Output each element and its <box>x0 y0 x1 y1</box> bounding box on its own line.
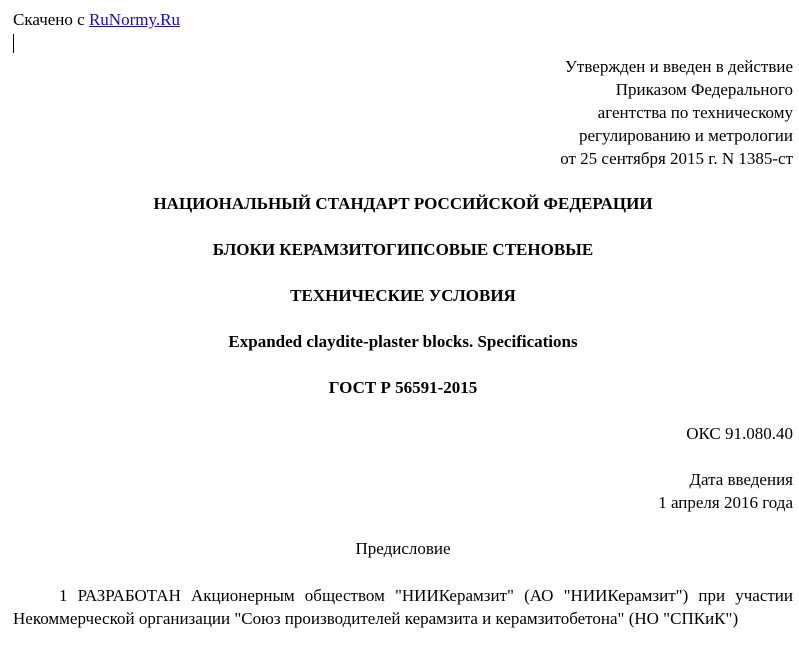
approval-line-3: агентства по техническому <box>597 103 793 122</box>
english-title: Expanded claydite-plaster blocks. Specifications <box>228 332 578 351</box>
approval-line-5: от 25 сентября 2015 г. N 1385-ст <box>560 149 793 168</box>
approval-line-2: Приказом Федерального <box>615 80 793 99</box>
approval-line-4: регулированию и метрологии <box>578 126 793 145</box>
national-standard-heading: НАЦИОНАЛЬНЫЙ СТАНДАРТ РОССИЙСКОЙ ФЕДЕРАЦИИ <box>153 194 653 213</box>
approval-line-1: Утвержден и введен в действие <box>564 57 793 76</box>
foreword-title: Предисловие <box>355 539 451 558</box>
oks-code: ОКС 91.080.40 <box>686 424 793 443</box>
document-page <box>13 0 793 650</box>
introduction-date-label: Дата введения <box>689 470 793 489</box>
standard-number: ГОСТ Р 56591-2015 <box>328 378 478 397</box>
document-title: БЛОКИ КЕРАМЗИТОГИПСОВЫЕ СТЕНОВЫЕ <box>212 240 594 259</box>
introduction-date-value: 1 апреля 2016 года <box>658 493 793 512</box>
foreword-paragraph-1: 1 РАЗРАБОТАН Акционерным обществом "НИИКерамзит" (АО "НИИКерамзит") при участии Некоммерческой организации "Союз производителей керамзита и керамзитобетона" (НО "СПКиК") <box>13 586 793 628</box>
text-cursor <box>13 34 14 53</box>
document-subtitle: ТЕХНИЧЕСКИЕ УСЛОВИЯ <box>290 286 516 305</box>
source-prefix: Скачено с <box>13 10 89 29</box>
source-link[interactable]: RuNormy.Ru <box>88 10 180 29</box>
source-line <box>13 10 180 30</box>
